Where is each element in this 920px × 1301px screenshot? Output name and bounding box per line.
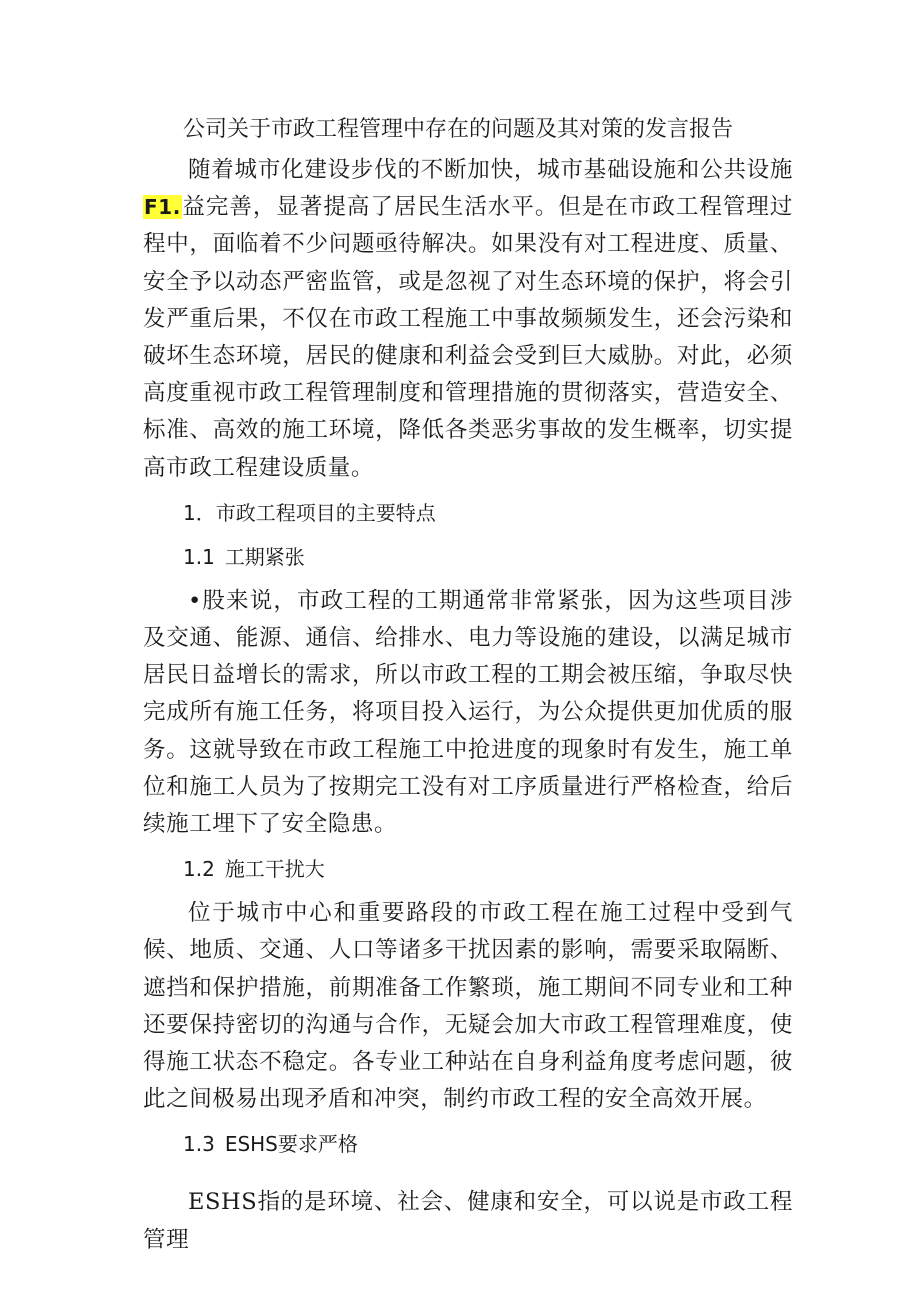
- spacer: [143, 1170, 793, 1184]
- subsection-1-3-title: ESHS要求严格: [224, 1132, 358, 1157]
- subsection-1-2-number: 1.2: [183, 857, 215, 882]
- section-1-heading: 1．市政工程项目的主要特点: [183, 500, 436, 525]
- subsection-1-3-paragraph: ESHS指的是环境、社会、健康和安全，可以说是市政工程管理: [143, 1189, 793, 1253]
- document-title: 公司关于市政工程管理中存在的问题及其对策的发言报告: [183, 117, 734, 142]
- subsection-1-1-number: 1.1: [183, 544, 215, 569]
- document-page: [143, 112, 793, 1259]
- subsection-1-2-title: 施工干扰大: [224, 857, 325, 882]
- subsection-1-2-paragraph: 位于城市中心和重要路段的市政工程在施工过程中受到气候、地质、交通、人口等诸多干扰因素的影响，需要采取隔断、遮挡和保护措施，前期准备工作繁琐，施工期间不同专业和工种还要保持密切的沟通与合作，无疑会加大市政工程管理难度，使得施工状态不稳定。各专业工种站在自身利益角度考虑问题，彼此之间极易出现矛盾和冲突，制约市政工程的安全高效开展。: [143, 900, 793, 1113]
- subsection-1-2-heading: [143, 851, 793, 887]
- subsection-1-3-heading: [143, 1126, 793, 1162]
- intro-text-after: 益完善，显著提高了居民生活水平。但是在市政工程管理过程中，面临着不少问题亟待解决。如果没有对工程进度、质量、安全予以动态严密监管，或是忽视了对生态环境的保护，将会引发严重后果，不仅在市政工程施工中事故频频发生，还会污染和破坏生态环境，居民的健康和利益会受到巨大威胁。对此，必须高度重视市政工程管理制度和管理措施的贯彻落实，营造安全、标准、高效的施工环境，降低各类恶劣事故的发生概率，切实提高市政工程建设质量。: [143, 194, 793, 481]
- subsection-1-3-number: 1.3: [183, 1132, 215, 1157]
- subsection-1-1-title: 工期紧张: [224, 544, 305, 569]
- intro-paragraph: [143, 152, 793, 487]
- subsection-1-1-heading: [143, 539, 793, 575]
- highlighted-text: F1.: [144, 195, 181, 220]
- intro-text-before: 随着城市化建设步伐的不断加快，城市基础设施和公共设施: [188, 157, 793, 183]
- subsection-1-1-paragraph: •股来说，市政工程的工期通常非常紧张，因为这些项目涉及交通、能源、通信、给排水、电力等设施的建设，以满足城市居民日益增长的需求，所以市政工程的工期会被压缩，争取尽快完成所有施工任务，将项目投入运行，为公众提供更加优质的服务。这就导致在市政工程施工中抢进度的现象时有发生，施工单位和施工人员为了按期完工没有对工序质量进行严格检查，给后续施工埋下了安全隐患。: [143, 587, 793, 838]
